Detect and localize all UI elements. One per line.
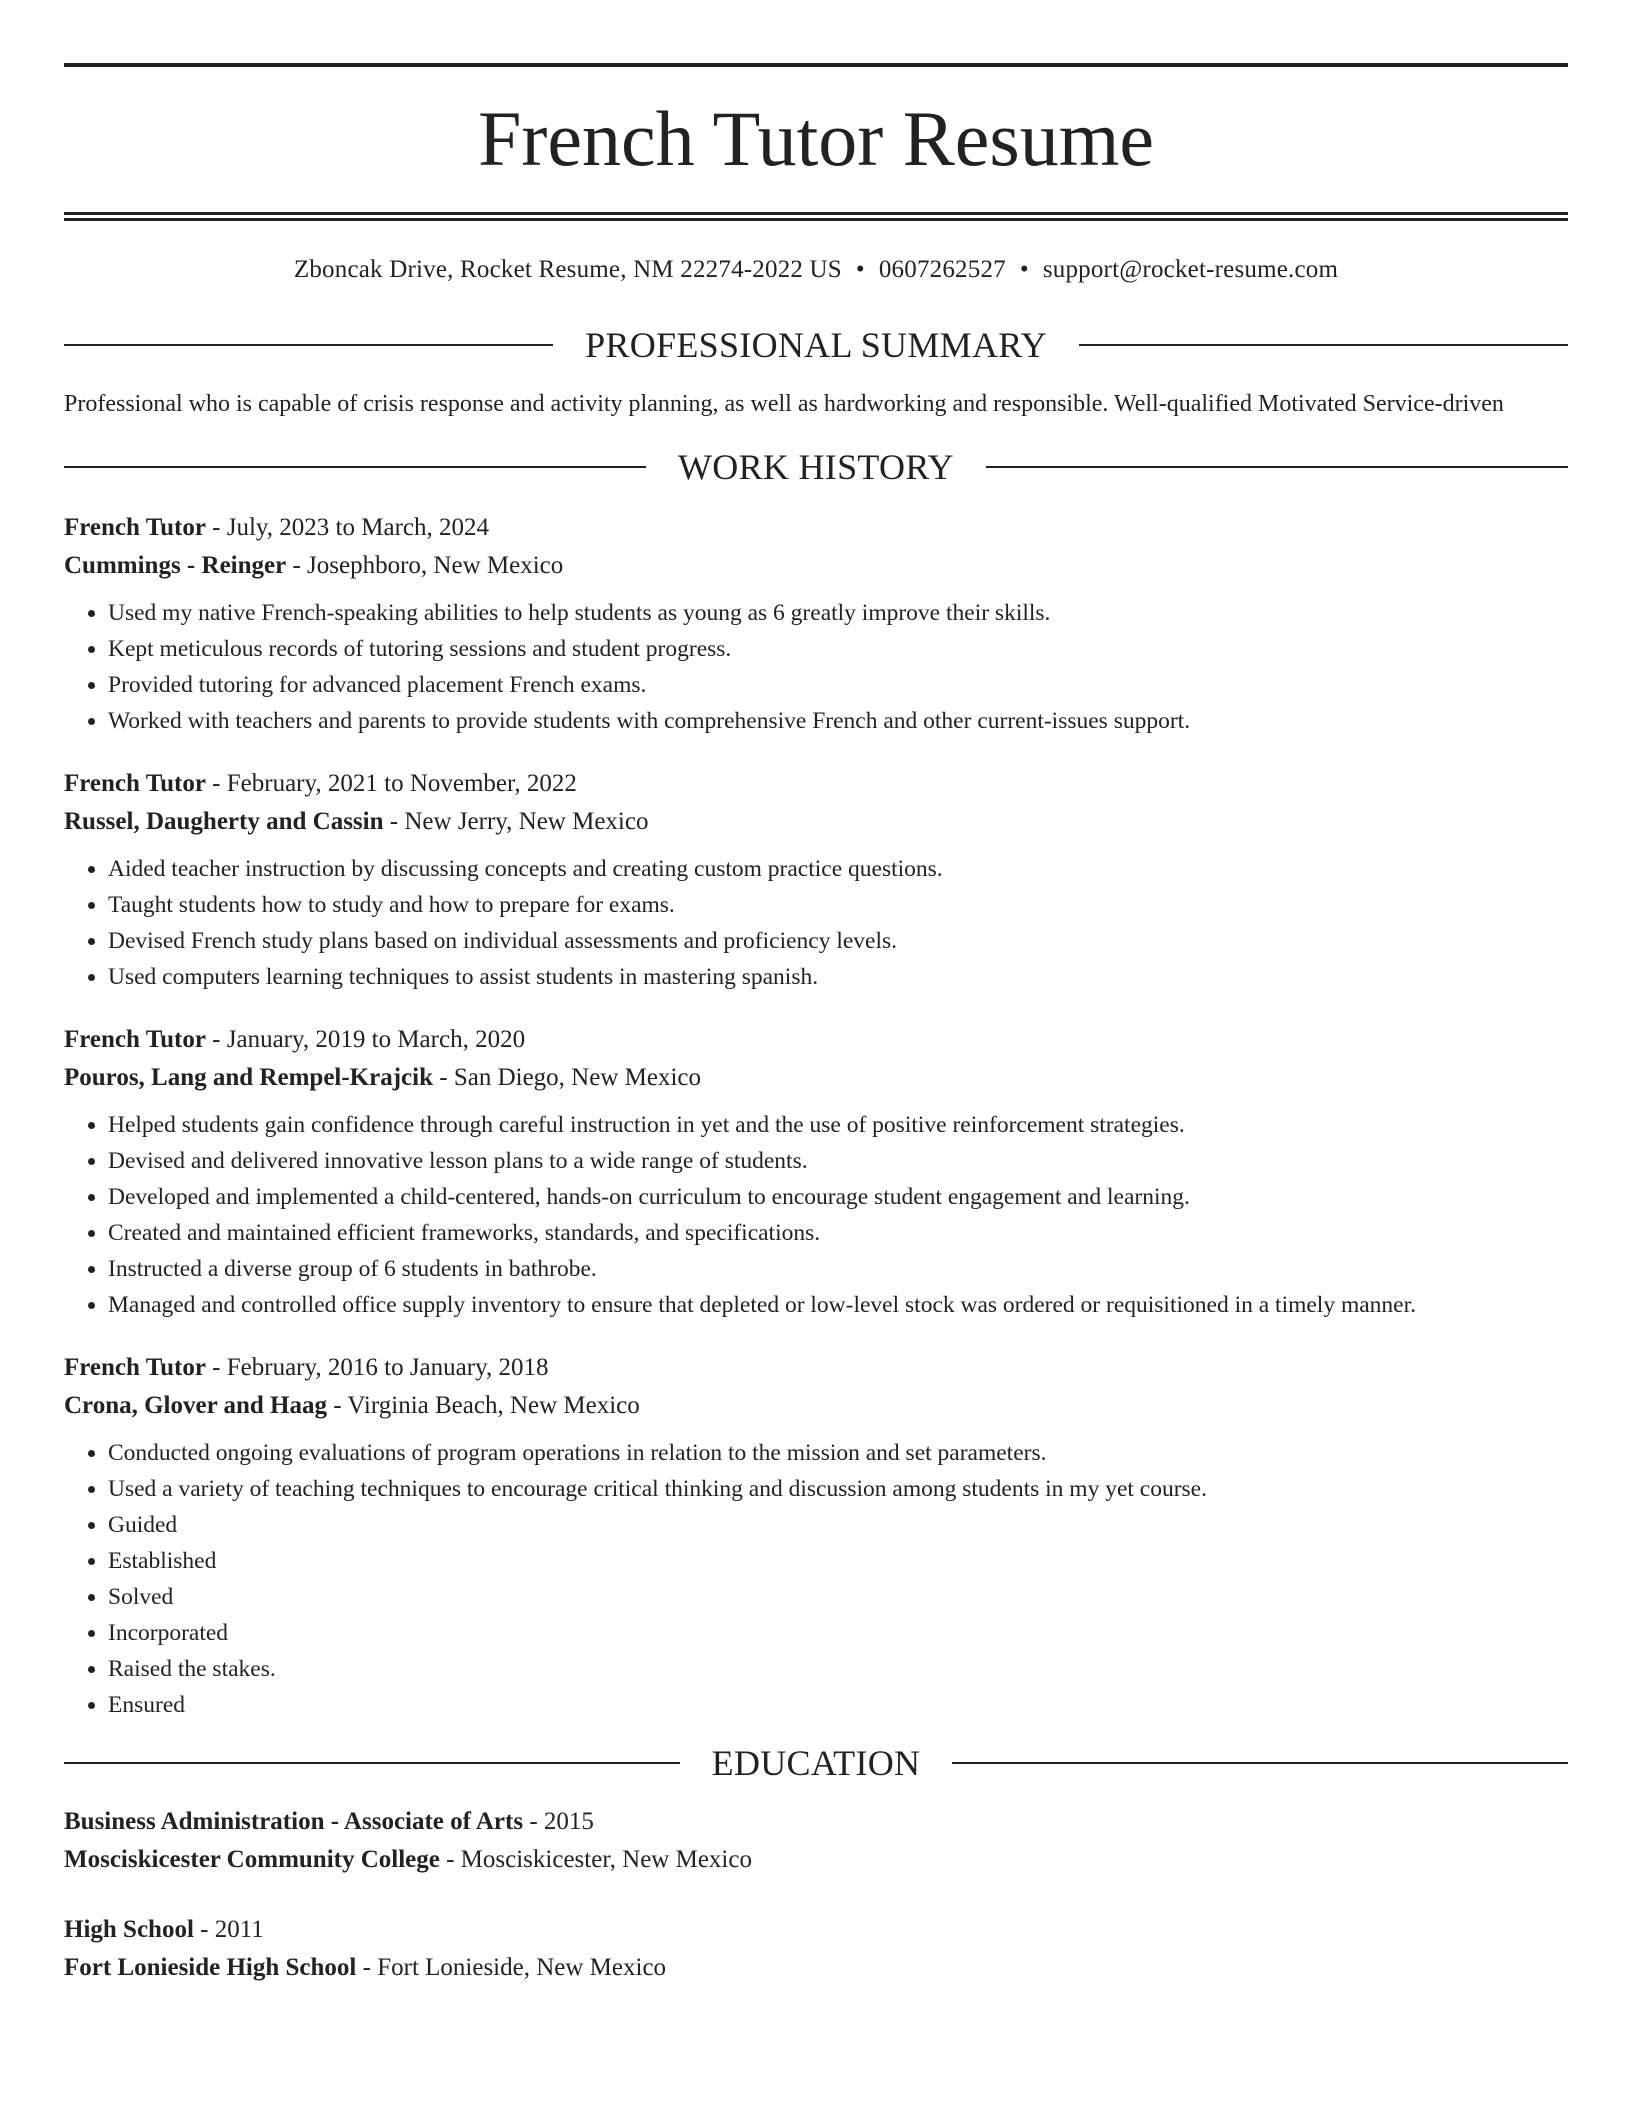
education-entry xyxy=(64,1911,1568,1987)
job-location: - Josephboro, New Mexico xyxy=(292,552,564,579)
duty-item: • Devised and delivered innovative lesson plans to a wide range of students. xyxy=(108,1143,1568,1179)
duty-item: • Created and maintained efficient frameworks, standards, and specifications. xyxy=(108,1215,1568,1251)
job-company-line xyxy=(64,547,1568,585)
job-title-line xyxy=(64,1021,1568,1059)
job-title-line xyxy=(64,1349,1568,1387)
summary-text: Professional who is capable of crisis response and activity planning, as well as hardworking and responsible. Well-qualified Motivated Service-driven xyxy=(64,391,1504,417)
heading-rule-left xyxy=(64,344,553,346)
job-location: - Virginia Beach, New Mexico xyxy=(333,1392,640,1419)
duty-item: • Kept meticulous records of tutoring sessions and student progress. xyxy=(108,631,1568,667)
contact-separator: • xyxy=(1019,256,1029,283)
job-company: Russel, Daugherty and Cassin xyxy=(64,808,384,835)
contact-email[interactable]: support@rocket-resume.com xyxy=(1042,256,1339,283)
work-history-heading xyxy=(64,447,1568,487)
heading-rule-left xyxy=(64,466,646,468)
top-rule xyxy=(64,63,1568,67)
job-company-line xyxy=(64,1387,1568,1425)
heading-rule-right xyxy=(952,1762,1568,1764)
contact-line xyxy=(64,255,1568,285)
duty-item: • Used a variety of teaching techniques to encourage critical thinking and discussion among students in my yet course. xyxy=(108,1471,1568,1507)
job-duties xyxy=(64,1435,1568,1723)
job-title: French Tutor xyxy=(64,1354,206,1381)
duty-item: • Managed and controlled office supply inventory to ensure that depleted or low-level stock was ordered or requisitioned in a timely manner. xyxy=(108,1287,1568,1323)
education-degree: High School xyxy=(64,1916,194,1943)
job-company-line xyxy=(64,803,1568,841)
duty-item: • Conducted ongoing evaluations of program operations in relation to the mission and set parameters. xyxy=(108,1435,1568,1471)
job-location: - San Diego, New Mexico xyxy=(439,1064,701,1091)
duty-item: • Used my native French-speaking abilities to help students as young as 6 greatly improve their skills. xyxy=(108,595,1568,631)
job-title-line xyxy=(64,509,1568,547)
contact-phone[interactable]: 0607262527 xyxy=(878,256,1006,283)
summary-heading xyxy=(64,325,1568,365)
heading-rule-right xyxy=(986,466,1568,468)
job-title: French Tutor xyxy=(64,514,206,541)
education-school-line xyxy=(64,1949,1568,1987)
duty-item: • Helped students gain confidence through careful instruction in yet and the use of positive reinforcement strategies. xyxy=(108,1107,1568,1143)
summary-heading-label: PROFESSIONAL SUMMARY xyxy=(585,325,1047,365)
education-year: - 2015 xyxy=(529,1808,594,1835)
job-entry xyxy=(64,509,1568,739)
job-dates: - February, 2021 to November, 2022 xyxy=(212,770,577,797)
duty-item: • Instructed a diverse group of 6 students in bathrobe. xyxy=(108,1251,1568,1287)
duty-item: • Raised the stakes. xyxy=(108,1651,1568,1687)
education-heading xyxy=(64,1743,1568,1783)
duty-item: • Provided tutoring for advanced placement French exams. xyxy=(108,667,1568,703)
education-school: Fort Lonieside High School xyxy=(64,1954,357,1981)
job-location: - New Jerry, New Mexico xyxy=(389,808,649,835)
duty-item: • Used computers learning techniques to assist students in mastering spanish. xyxy=(108,959,1568,995)
job-entry xyxy=(64,1349,1568,1723)
education-degree-line xyxy=(64,1911,1568,1949)
resume-title: French Tutor Resume xyxy=(477,95,1155,182)
duty-item: • Solved xyxy=(108,1579,1568,1615)
education-entry xyxy=(64,1803,1568,1879)
education-school-line xyxy=(64,1841,1568,1879)
job-entry xyxy=(64,1021,1568,1323)
job-duties xyxy=(64,595,1568,739)
job-title: French Tutor xyxy=(64,770,206,797)
duty-item: • Developed and implemented a child-centered, hands-on curriculum to encourage student engagement and learning. xyxy=(108,1179,1568,1215)
job-company: Pouros, Lang and Rempel-Krajcik xyxy=(64,1064,433,1091)
education-heading-label: EDUCATION xyxy=(711,1743,921,1783)
duty-item: • Established xyxy=(108,1543,1568,1579)
job-duties xyxy=(64,1107,1568,1323)
work-history-heading-label: WORK HISTORY xyxy=(678,447,954,487)
duty-item: • Devised French study plans based on individual assessments and proficiency levels. xyxy=(108,923,1568,959)
duty-item: • Ensured xyxy=(108,1687,1568,1723)
duty-item: • Worked with teachers and parents to provide students with comprehensive French and other current-issues support. xyxy=(108,703,1568,739)
duty-item: • Aided teacher instruction by discussing concepts and creating custom practice questions. xyxy=(108,851,1568,887)
education-year: - 2011 xyxy=(200,1916,264,1943)
job-title: French Tutor xyxy=(64,1026,206,1053)
duty-item: • Guided xyxy=(108,1507,1568,1543)
job-company: Crona, Glover and Haag xyxy=(64,1392,327,1419)
job-entry xyxy=(64,765,1568,995)
heading-rule-left xyxy=(64,1762,680,1764)
job-title-line xyxy=(64,765,1568,803)
contact-separator: • xyxy=(855,256,865,283)
job-duties xyxy=(64,851,1568,995)
heading-rule-right xyxy=(1079,344,1568,346)
job-dates: - February, 2016 to January, 2018 xyxy=(212,1354,549,1381)
education-location: - Fort Lonieside, New Mexico xyxy=(362,1954,667,1981)
job-dates: - January, 2019 to March, 2020 xyxy=(212,1026,526,1053)
duty-item: • Taught students how to study and how to prepare for exams. xyxy=(108,887,1568,923)
education-location: - Mosciskicester, New Mexico xyxy=(446,1846,752,1873)
education-degree: Business Administration - Associate of Arts xyxy=(64,1808,524,1835)
job-dates: - July, 2023 to March, 2024 xyxy=(212,514,489,541)
contact-address: Zboncak Drive, Rocket Resume, NM 22274-2022 US xyxy=(293,256,842,283)
duty-item: • Incorporated xyxy=(108,1615,1568,1651)
job-company: Cummings - Reinger xyxy=(64,552,287,579)
education-degree-line xyxy=(64,1803,1568,1841)
education-school: Mosciskicester Community College xyxy=(64,1846,440,1873)
title-double-rule xyxy=(64,212,1568,221)
job-company-line xyxy=(64,1059,1568,1097)
